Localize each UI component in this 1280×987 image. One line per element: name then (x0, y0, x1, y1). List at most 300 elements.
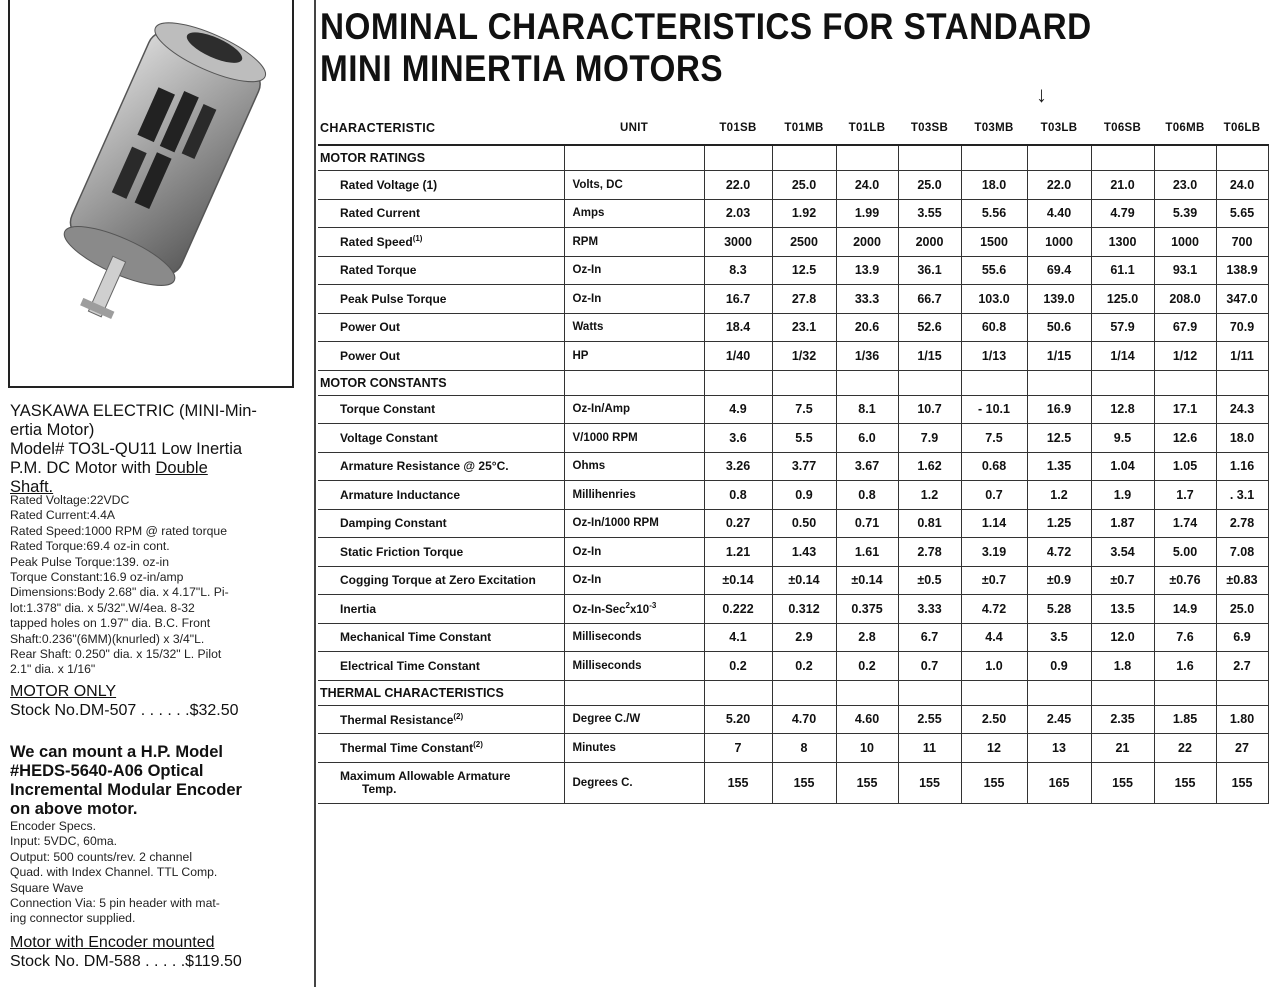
section-spacer (1027, 145, 1091, 171)
section-spacer (836, 370, 898, 395)
table-cell: 61.1 (1091, 256, 1154, 285)
table-cell: 2.03 (704, 199, 772, 228)
table-cell: 66.7 (898, 285, 961, 314)
table-cell: 1.05 (1154, 452, 1216, 481)
section-spacer (1091, 145, 1154, 171)
header-model: T06MB (1154, 112, 1216, 145)
table-cell: 1.87 (1091, 509, 1154, 538)
row-label: Rated Torque (318, 256, 564, 285)
table-cell: 33.3 (836, 285, 898, 314)
table-cell: 21 (1091, 734, 1154, 763)
table-cell: 0.9 (772, 481, 836, 510)
table-cell: 50.6 (1027, 313, 1091, 342)
section-spacer (1091, 680, 1154, 705)
section-title: MOTOR RATINGS (318, 145, 564, 171)
section-spacer (704, 370, 772, 395)
header-model: T01MB (772, 112, 836, 145)
row-label: Electrical Time Constant (318, 652, 564, 681)
row-unit: Oz-In (564, 256, 704, 285)
header-model: T06SB (1091, 112, 1154, 145)
product-heading: YASKAWA ELECTRIC (MINI-Min- ertia Motor) Model# TO3L-QU11 Low Inertia P.M. DC Motor with Double Shaft. (10, 402, 257, 496)
table-cell: 2.8 (836, 623, 898, 652)
table-cell: 25.0 (1216, 595, 1268, 624)
table-cell: 0.81 (898, 509, 961, 538)
table-cell: 165 (1027, 762, 1091, 803)
section-spacer (961, 680, 1027, 705)
table-cell: 7.5 (961, 424, 1027, 453)
table-cell: 5.5 (772, 424, 836, 453)
section-title: MOTOR CONSTANTS (318, 370, 564, 395)
row-label: Damping Constant (318, 509, 564, 538)
table-cell: 1000 (1154, 228, 1216, 257)
table-cell: 155 (836, 762, 898, 803)
section-row (318, 370, 1268, 395)
table-cell: 1500 (961, 228, 1027, 257)
table-cell: 0.27 (704, 509, 772, 538)
table-cell: 3.77 (772, 452, 836, 481)
table-cell: 22.0 (704, 171, 772, 200)
table-cell: 22.0 (1027, 171, 1091, 200)
row-unit: Ohms (564, 452, 704, 481)
section-row (318, 145, 1268, 171)
table-cell: 6.7 (898, 623, 961, 652)
table-cell: 0.8 (836, 481, 898, 510)
table-cell: 2000 (898, 228, 961, 257)
table-cell: 60.8 (961, 313, 1027, 342)
table-cell: 7.9 (898, 424, 961, 453)
table-header (318, 112, 1268, 145)
table-cell: 155 (704, 762, 772, 803)
table-cell: 18.0 (1216, 424, 1268, 453)
table-cell: 7 (704, 734, 772, 763)
table-cell: 55.6 (961, 256, 1027, 285)
row-label: Thermal Time Constant$^{(2)}$ (318, 734, 564, 763)
table-cell: ±0.76 (1154, 566, 1216, 595)
table-cell: 20.6 (836, 313, 898, 342)
table-cell: 1.16 (1216, 452, 1268, 481)
table-cell: 1.2 (898, 481, 961, 510)
table-cell: 1.14 (961, 509, 1027, 538)
table-cell: 4.60 (836, 705, 898, 734)
encoder-mounted-heading: Motor with Encoder mounted (10, 933, 215, 951)
table-cell: 6.9 (1216, 623, 1268, 652)
section-spacer (772, 680, 836, 705)
header-model: T06LB (1216, 112, 1268, 145)
table-cell: 1.35 (1027, 452, 1091, 481)
table-cell: 1/40 (704, 342, 772, 371)
table-cell: 1.7 (1154, 481, 1216, 510)
table-cell: ±0.14 (704, 566, 772, 595)
table-cell: 4.72 (1027, 538, 1091, 567)
row-unit: Oz-In/Amp (564, 395, 704, 424)
motor-only-heading: MOTOR ONLY (10, 682, 117, 700)
section-spacer (1027, 370, 1091, 395)
table-cell: 16.9 (1027, 395, 1091, 424)
row-unit: Oz-In/1000 RPM (564, 509, 704, 538)
motor-image (10, 0, 292, 386)
section-spacer (836, 145, 898, 171)
table-cell: 6.0 (836, 424, 898, 453)
table-cell: 12.0 (1091, 623, 1154, 652)
table-row (318, 285, 1268, 314)
table-cell: ±0.5 (898, 566, 961, 595)
row-unit: Milliseconds (564, 623, 704, 652)
row-unit: Milliseconds (564, 652, 704, 681)
section-spacer (898, 370, 961, 395)
table-cell: ±0.14 (836, 566, 898, 595)
row-label: Static Friction Torque (318, 538, 564, 567)
row-label: Power Out (318, 313, 564, 342)
section-spacer (564, 145, 704, 171)
table-cell: 16.7 (704, 285, 772, 314)
table-cell: 52.6 (898, 313, 961, 342)
section-spacer (1154, 370, 1216, 395)
encoder-offer: We can mount a H.P. Model #HEDS-5640-A06 Optical Incremental Modular Encoder on above motor. (10, 742, 242, 818)
table-row (318, 228, 1268, 257)
row-label: Armature Inductance (318, 481, 564, 510)
table-cell: 18.0 (961, 171, 1027, 200)
header-model: T01LB (836, 112, 898, 145)
row-label: Torque Constant (318, 395, 564, 424)
table-cell: 4.9 (704, 395, 772, 424)
table-cell: 7.6 (1154, 623, 1216, 652)
section-title: THERMAL CHARACTERISTICS (318, 680, 564, 705)
table-cell: 3000 (704, 228, 772, 257)
table-cell: 14.9 (1154, 595, 1216, 624)
table-cell: 1.92 (772, 199, 836, 228)
table-cell: 8 (772, 734, 836, 763)
section-spacer (961, 370, 1027, 395)
table-cell: ±0.9 (1027, 566, 1091, 595)
table-cell: 155 (1091, 762, 1154, 803)
table-cell: 2.9 (772, 623, 836, 652)
table-cell: 5.56 (961, 199, 1027, 228)
table-cell: 5.28 (1027, 595, 1091, 624)
row-label: Armature Resistance @ 25°C. (318, 452, 564, 481)
table-cell: 2.35 (1091, 705, 1154, 734)
table-cell: 2.78 (898, 538, 961, 567)
table-cell: 21.0 (1091, 171, 1154, 200)
table-cell: 13.9 (836, 256, 898, 285)
section-spacer (772, 145, 836, 171)
table-cell: 0.222 (704, 595, 772, 624)
table-cell: 2.50 (961, 705, 1027, 734)
table-cell: 2.55 (898, 705, 961, 734)
table-cell: ±0.83 (1216, 566, 1268, 595)
table-cell: 1.80 (1216, 705, 1268, 734)
row-unit: V/1000 RPM (564, 424, 704, 453)
row-unit: Amps (564, 199, 704, 228)
table-cell: 1/15 (898, 342, 961, 371)
table-cell: 12.5 (1027, 424, 1091, 453)
table-row (318, 509, 1268, 538)
table-row (318, 538, 1268, 567)
table-cell: 1.74 (1154, 509, 1216, 538)
product-description (10, 402, 294, 972)
section-spacer (1027, 680, 1091, 705)
table-cell: 3.33 (898, 595, 961, 624)
table-cell: 5.65 (1216, 199, 1268, 228)
down-arrow-icon: ↓ (1036, 82, 1047, 107)
table-cell: 0.68 (961, 452, 1027, 481)
table-cell: 57.9 (1091, 313, 1154, 342)
table-cell: 7.08 (1216, 538, 1268, 567)
table-cell: 2.78 (1216, 509, 1268, 538)
table-row (318, 424, 1268, 453)
section-spacer (704, 680, 772, 705)
table-cell: 0.50 (772, 509, 836, 538)
table-cell: 1.9 (1091, 481, 1154, 510)
table-cell: ±0.7 (961, 566, 1027, 595)
header-model: T03MB (961, 112, 1027, 145)
section-spacer (836, 680, 898, 705)
table-cell: 3.19 (961, 538, 1027, 567)
table-cell: 27.8 (772, 285, 836, 314)
section-spacer (564, 680, 704, 705)
table-cell: 93.1 (1154, 256, 1216, 285)
table-cell: 1.8 (1091, 652, 1154, 681)
table-row (318, 481, 1268, 510)
table-cell: 0.7 (898, 652, 961, 681)
table-cell: 13 (1027, 734, 1091, 763)
header-model: T03SB (898, 112, 961, 145)
table-cell: 24.3 (1216, 395, 1268, 424)
table-cell: 4.72 (961, 595, 1027, 624)
section-spacer (1154, 145, 1216, 171)
table-cell: 70.9 (1216, 313, 1268, 342)
table-cell: 13.5 (1091, 595, 1154, 624)
section-row (318, 680, 1268, 705)
table-cell: 2000 (836, 228, 898, 257)
table-cell: 5.39 (1154, 199, 1216, 228)
table-cell: 8.1 (836, 395, 898, 424)
table-row (318, 566, 1268, 595)
table-row (318, 734, 1268, 763)
section-spacer (704, 145, 772, 171)
table-cell: 12.5 (772, 256, 836, 285)
table-row (318, 705, 1268, 734)
table-row (318, 762, 1268, 803)
table-cell: 23.1 (772, 313, 836, 342)
table-cell: 10.7 (898, 395, 961, 424)
row-label: Peak Pulse Torque (318, 285, 564, 314)
table-row (318, 652, 1268, 681)
table-cell: 1.61 (836, 538, 898, 567)
table-cell: 1.25 (1027, 509, 1091, 538)
table-row (318, 313, 1268, 342)
table-cell: 1300 (1091, 228, 1154, 257)
table-cell: 0.2 (704, 652, 772, 681)
table-cell: 3.55 (898, 199, 961, 228)
table-cell: 155 (898, 762, 961, 803)
row-unit: RPM (564, 228, 704, 257)
table-cell: 27 (1216, 734, 1268, 763)
table-cell: 0.9 (1027, 652, 1091, 681)
row-unit: Degree C./W (564, 705, 704, 734)
table-cell: 0.2 (836, 652, 898, 681)
table-cell: 1.99 (836, 199, 898, 228)
table-cell: 700 (1216, 228, 1268, 257)
table-cell: 3.6 (704, 424, 772, 453)
row-label: Inertia (318, 595, 564, 624)
table-cell: 12 (961, 734, 1027, 763)
table-cell: 3.67 (836, 452, 898, 481)
table-cell: 1.21 (704, 538, 772, 567)
section-spacer (1216, 145, 1268, 171)
table-cell: ±0.14 (772, 566, 836, 595)
row-unit: $Oz-In-Sec^2x10^{-3}$ (564, 595, 704, 624)
table-cell: 1/13 (961, 342, 1027, 371)
table-cell: 155 (1216, 762, 1268, 803)
table-cell: 1.0 (961, 652, 1027, 681)
stock-motor-price: Stock No.DM-507 . . . . . .$32.50 (10, 701, 239, 719)
row-unit: Degrees C. (564, 762, 704, 803)
table-cell: 1/11 (1216, 342, 1268, 371)
table-cell: 155 (1154, 762, 1216, 803)
table-cell: 36.1 (898, 256, 961, 285)
table-cell: 22 (1154, 734, 1216, 763)
header-model: T01SB (704, 112, 772, 145)
table-cell: 138.9 (1216, 256, 1268, 285)
table-cell: 0.2 (772, 652, 836, 681)
table-row (318, 623, 1268, 652)
table-cell: 0.71 (836, 509, 898, 538)
table-cell: 69.4 (1027, 256, 1091, 285)
motor-specs: Rated Voltage:22VDC Rated Current:4.4A Rated Speed:1000 RPM @ rated torque Rated Torque:69.4 oz-in cont. Peak Pulse Torque:139. oz-in Torque Constant:16.9 oz-in/amp Dimensions:Body 2.68" dia. x 4.17"L. Pi- lot:1.378" dia. x 5/32".W/4ea. 8-32 tapped holes on 1.97" dia. B.C. Front Shaft:0.236"(6MM)(knurled) x 3/4"L. Rear Shaft: 0.250" dia. x 15/32" L. Pilot 2.1" dia. x 1/16" (10, 493, 229, 677)
header-model: T03LB (1027, 112, 1091, 145)
table-cell: 2.7 (1216, 652, 1268, 681)
table-row (318, 595, 1268, 624)
table-cell: . 3.1 (1216, 481, 1268, 510)
section-spacer (961, 145, 1027, 171)
motor-photo (8, 0, 294, 388)
row-unit: Minutes (564, 734, 704, 763)
header-characteristic: CHARACTERISTIC (318, 112, 564, 145)
row-unit: HP (564, 342, 704, 371)
section-spacer (564, 370, 704, 395)
table-cell: 4.40 (1027, 199, 1091, 228)
table-cell: 3.26 (704, 452, 772, 481)
table-cell: 1/12 (1154, 342, 1216, 371)
table-cell: 5.20 (704, 705, 772, 734)
table-cell: 1/32 (772, 342, 836, 371)
table-cell: 23.0 (1154, 171, 1216, 200)
table-cell: 1/15 (1027, 342, 1091, 371)
table-cell: 208.0 (1154, 285, 1216, 314)
stock-encoder-price: Stock No. DM-588 . . . . .$119.50 (10, 952, 242, 970)
table-cell: ±0.7 (1091, 566, 1154, 595)
row-label: Voltage Constant (318, 424, 564, 453)
section-spacer (898, 145, 961, 171)
section-spacer (898, 680, 961, 705)
column-divider (314, 0, 316, 987)
table-cell: 125.0 (1091, 285, 1154, 314)
table-cell: - 10.1 (961, 395, 1027, 424)
row-label: Rated Current (318, 199, 564, 228)
table-cell: 1.85 (1154, 705, 1216, 734)
table-cell: 11 (898, 734, 961, 763)
table-cell: 25.0 (898, 171, 961, 200)
table-cell: 7.5 (772, 395, 836, 424)
table-cell: 1000 (1027, 228, 1091, 257)
row-label: Maximum Allowable Armature Temp. (318, 762, 564, 803)
table-row (318, 199, 1268, 228)
section-spacer (1216, 370, 1268, 395)
table-cell: 155 (961, 762, 1027, 803)
characteristics-table (318, 112, 1269, 804)
encoder-specs: Encoder Specs. Input: 5VDC, 60ma. Output: 500 counts/rev. 2 channel Quad. with Index Channel. TTL Comp. Square Wave Connection Via: 5 pin header with mat- ing connector supplied. (10, 818, 220, 926)
table-cell: 1.62 (898, 452, 961, 481)
row-label: Thermal Resistance$^{(2)}$ (318, 705, 564, 734)
table-cell: 3.54 (1091, 538, 1154, 567)
section-spacer (1216, 680, 1268, 705)
table-cell: 12.6 (1154, 424, 1216, 453)
table-cell: 9.5 (1091, 424, 1154, 453)
row-label: Rated Voltage (1) (318, 171, 564, 200)
table-cell: 0.375 (836, 595, 898, 624)
table-cell: 4.79 (1091, 199, 1154, 228)
table-cell: 0.7 (961, 481, 1027, 510)
section-spacer (1154, 680, 1216, 705)
table-cell: 3.5 (1027, 623, 1091, 652)
table-cell: 1/14 (1091, 342, 1154, 371)
table-cell: 347.0 (1216, 285, 1268, 314)
table-cell: 67.9 (1154, 313, 1216, 342)
table-cell: 0.312 (772, 595, 836, 624)
table-row (318, 171, 1268, 200)
row-unit: Volts, DC (564, 171, 704, 200)
table-cell: 2.45 (1027, 705, 1091, 734)
table-cell: 1/36 (836, 342, 898, 371)
table-cell: 10 (836, 734, 898, 763)
row-unit: Watts (564, 313, 704, 342)
table-cell: 25.0 (772, 171, 836, 200)
row-label: Power Out (318, 342, 564, 371)
table-row (318, 256, 1268, 285)
row-unit: Oz-In (564, 538, 704, 567)
table-row (318, 452, 1268, 481)
row-unit: Millihenries (564, 481, 704, 510)
table-cell: 139.0 (1027, 285, 1091, 314)
table-cell: 103.0 (961, 285, 1027, 314)
section-spacer (1091, 370, 1154, 395)
row-label: Cogging Torque at Zero Excitation (318, 566, 564, 595)
row-label: Rated Speed$^{(1)}$ (318, 228, 564, 257)
table-cell: 2500 (772, 228, 836, 257)
table-row (318, 342, 1268, 371)
table-row (318, 395, 1268, 424)
table-cell: 17.1 (1154, 395, 1216, 424)
table-cell: 4.70 (772, 705, 836, 734)
table-cell: 12.8 (1091, 395, 1154, 424)
table-cell: 155 (772, 762, 836, 803)
table-cell: 24.0 (836, 171, 898, 200)
header-unit: UNIT (564, 112, 704, 145)
page-title: NOMINAL CHARACTERISTICS FOR STANDARD MINI MINERTIA MOTORS (320, 6, 1092, 89)
table-cell: 5.00 (1154, 538, 1216, 567)
section-spacer (772, 370, 836, 395)
table-cell: 8.3 (704, 256, 772, 285)
table-cell: 1.2 (1027, 481, 1091, 510)
table-cell: 4.1 (704, 623, 772, 652)
row-label: Mechanical Time Constant (318, 623, 564, 652)
row-unit: Oz-In (564, 566, 704, 595)
table-cell: 24.0 (1216, 171, 1268, 200)
table-cell: 18.4 (704, 313, 772, 342)
row-unit: Oz-In (564, 285, 704, 314)
table-cell: 4.4 (961, 623, 1027, 652)
table-cell: 1.04 (1091, 452, 1154, 481)
